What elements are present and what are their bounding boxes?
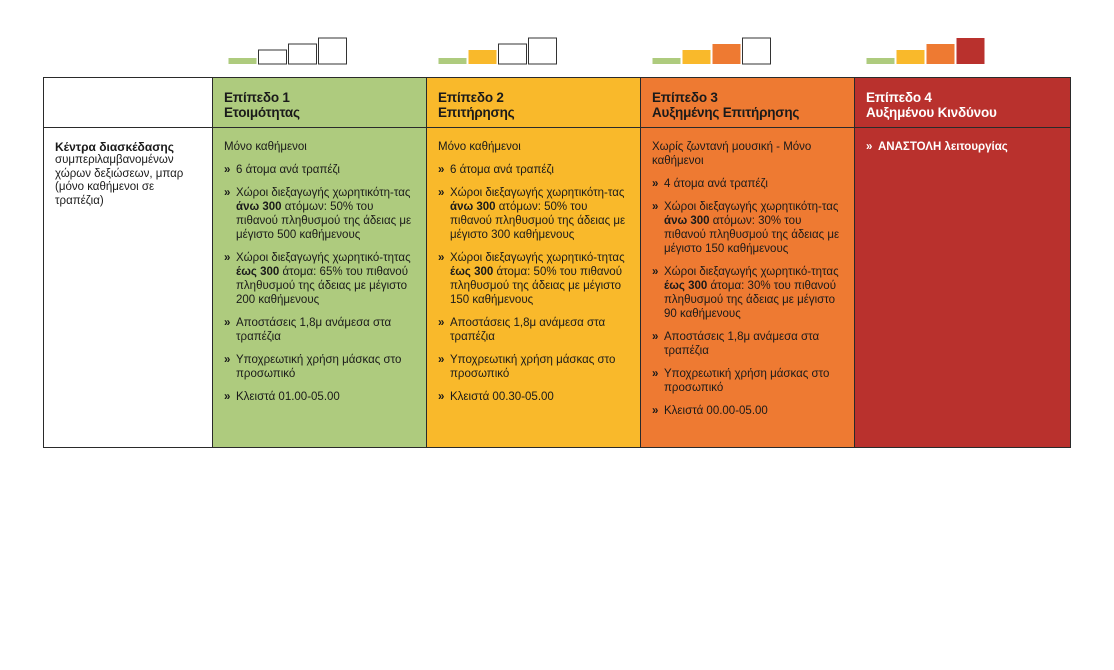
header-level-4 <box>855 78 1071 128</box>
list-item <box>224 390 416 404</box>
list-item-text: Αποστάσεις 1,8μ ανάμεσα στα τραπέζια <box>236 317 392 343</box>
level-3-title <box>652 90 843 120</box>
level-1-list <box>224 163 416 404</box>
level-2-list <box>438 163 630 404</box>
list-item <box>652 367 844 395</box>
list-item <box>652 177 844 191</box>
signal-bar-4 <box>529 38 557 64</box>
level-4-measures <box>855 128 1071 448</box>
signal-bar-4 <box>957 38 985 64</box>
list-item-bold: άνω 300 <box>450 201 496 213</box>
row-label-subtitle: συμπεριλαμβανομένων χώρων δεξιώσεων, μπαρ (μόνο καθήμενοι σε τραπέζια) <box>55 154 184 207</box>
signal-bar-1 <box>653 58 681 64</box>
list-item <box>866 140 1060 154</box>
list-item-text: Χώροι διεξαγωγής χωρητικό-τητας <box>236 252 411 264</box>
list-item <box>438 353 630 381</box>
list-item-text: Κλειστά 01.00-05.00 <box>236 391 340 403</box>
list-item-bold: έως 300 <box>450 266 494 278</box>
list-item <box>224 163 416 177</box>
row-label-title: Κέντρα διασκέδασης <box>55 140 174 154</box>
measures-table <box>43 77 1071 448</box>
list-item-text: ατόμων: 50% του πιθανού πληθυσμού της άδειας με μέγιστο 300 καθήμενους <box>450 201 626 241</box>
list-item-text: ατόμων: 50% του πιθανού πληθυσμού της άδειας με μέγιστο 500 καθήμενους <box>236 201 412 241</box>
list-item-text: Αποστάσεις 1,8μ ανάμεσα στα τραπέζια <box>664 331 820 357</box>
level-3-title-line1: Επίπεδο 3 <box>652 90 718 105</box>
level-3-signal-icon <box>652 36 772 66</box>
signal-bar-1 <box>229 58 257 64</box>
level-4-list <box>866 140 1060 154</box>
signal-bar-1 <box>439 58 467 64</box>
list-item-bold: άνω 300 <box>236 201 282 213</box>
level-3-title-line2: Αυξημένης Επιτήρησης <box>652 105 800 120</box>
list-item-text: Υποχρεωτική χρήση μάσκας στο προσωπικό <box>450 354 616 380</box>
list-item-text: ατόμων: 30% του πιθανού πληθυσμού της άδειας με μέγιστο 150 καθήμενους <box>664 215 840 255</box>
signal-bar-3 <box>927 44 955 64</box>
row-label-cell <box>44 128 213 448</box>
level-indicator-icons <box>0 36 1114 66</box>
signal-bar-3 <box>289 44 317 64</box>
signal-bar-4 <box>319 38 347 64</box>
level-3-list <box>652 177 844 418</box>
list-item-bold: έως 300 <box>236 266 280 278</box>
level-3-measures <box>641 128 855 448</box>
level-2-title-line2: Επιτήρησης <box>438 105 515 120</box>
level-2-measures <box>427 128 641 448</box>
list-item-text: Χώροι διεξαγωγής χωρητικό-τητας <box>664 266 839 278</box>
list-item-text: άτομα: 65% του πιθανού πληθυσμού της άδειας με μέγιστο 200 καθήμενους <box>236 266 408 306</box>
list-item-text: άτομα: 50% του πιθανού πληθυσμού της άδειας με μέγιστο 150 καθήμενους <box>450 266 622 306</box>
level-1-measures <box>213 128 427 448</box>
signal-bar-2 <box>259 50 287 64</box>
level-1-title-line1: Επίπεδο 1 <box>224 90 290 105</box>
list-item <box>224 353 416 381</box>
list-item-text: Χώροι διεξαγωγής χωρητικότη-τας <box>236 187 411 199</box>
header-level-2 <box>427 78 641 128</box>
list-item-text: Χώροι διεξαγωγής χωρητικό-τητας <box>450 252 625 264</box>
list-item-text: 6 άτομα ανά τραπέζι <box>450 164 554 176</box>
list-item-text: 4 άτομα ανά τραπέζι <box>664 178 768 190</box>
level-4-title-line1: Επίπεδο 4 <box>866 90 932 105</box>
list-item <box>438 390 630 404</box>
list-item <box>652 330 844 358</box>
list-item <box>224 316 416 344</box>
signal-bar-4 <box>743 38 771 64</box>
list-item-text: ΑΝΑΣΤΟΛΗ λειτουργίας <box>878 141 1008 153</box>
list-item <box>652 265 844 321</box>
list-item-bold: άνω 300 <box>664 215 710 227</box>
header-level-3 <box>641 78 855 128</box>
list-item-text: Υποχρεωτική χρήση μάσκας στο προσωπικό <box>236 354 402 380</box>
list-item <box>438 316 630 344</box>
list-item <box>438 186 630 242</box>
list-item <box>652 404 844 418</box>
list-item <box>438 251 630 307</box>
table-row <box>44 128 1071 448</box>
list-item-text: Κλειστά 00.30-05.00 <box>450 391 554 403</box>
level-4-title-line2: Αυξημένου Κινδύνου <box>866 105 997 120</box>
list-item-text: Κλειστά 00.00-05.00 <box>664 405 768 417</box>
signal-bar-2 <box>683 50 711 64</box>
list-item <box>224 251 416 307</box>
list-item <box>652 200 844 256</box>
level-2-signal-icon <box>438 36 558 66</box>
level-2-title-line1: Επίπεδο 2 <box>438 90 504 105</box>
level-3-intro: Χωρίς ζωντανή μουσική - Μόνο καθήμενοι <box>652 141 812 167</box>
list-item-text: άτομα: 30% του πιθανού πληθυσμού της άδειας με μέγιστο 90 καθήμενους <box>664 280 836 320</box>
signal-bar-1 <box>867 58 895 64</box>
level-2-title <box>438 90 629 120</box>
level-1-signal-icon <box>228 36 348 66</box>
level-4-title <box>866 90 1059 120</box>
signal-bar-2 <box>469 50 497 64</box>
header-blank-cell <box>44 78 213 128</box>
signal-bar-3 <box>499 44 527 64</box>
list-item <box>224 186 416 242</box>
table-header-row <box>44 78 1071 128</box>
level-1-intro: Μόνο καθήμενοι <box>224 141 307 153</box>
signal-bar-2 <box>897 50 925 64</box>
signal-bar-3 <box>713 44 741 64</box>
list-item-bold: έως 300 <box>664 280 708 292</box>
level-2-intro: Μόνο καθήμενοι <box>438 141 521 153</box>
level-1-title-line2: Ετοιμότητας <box>224 105 300 120</box>
list-item-text: Χώροι διεξαγωγής χωρητικότη-τας <box>450 187 625 199</box>
level-4-signal-icon <box>866 36 986 66</box>
list-item-text: Αποστάσεις 1,8μ ανάμεσα στα τραπέζια <box>450 317 606 343</box>
list-item-text: 6 άτομα ανά τραπέζι <box>236 164 340 176</box>
list-item-text: Υποχρεωτική χρήση μάσκας στο προσωπικό <box>664 368 830 394</box>
list-item <box>438 163 630 177</box>
level-1-title <box>224 90 415 120</box>
list-item-text: Χώροι διεξαγωγής χωρητικότη-τας <box>664 201 839 213</box>
header-level-1 <box>213 78 427 128</box>
